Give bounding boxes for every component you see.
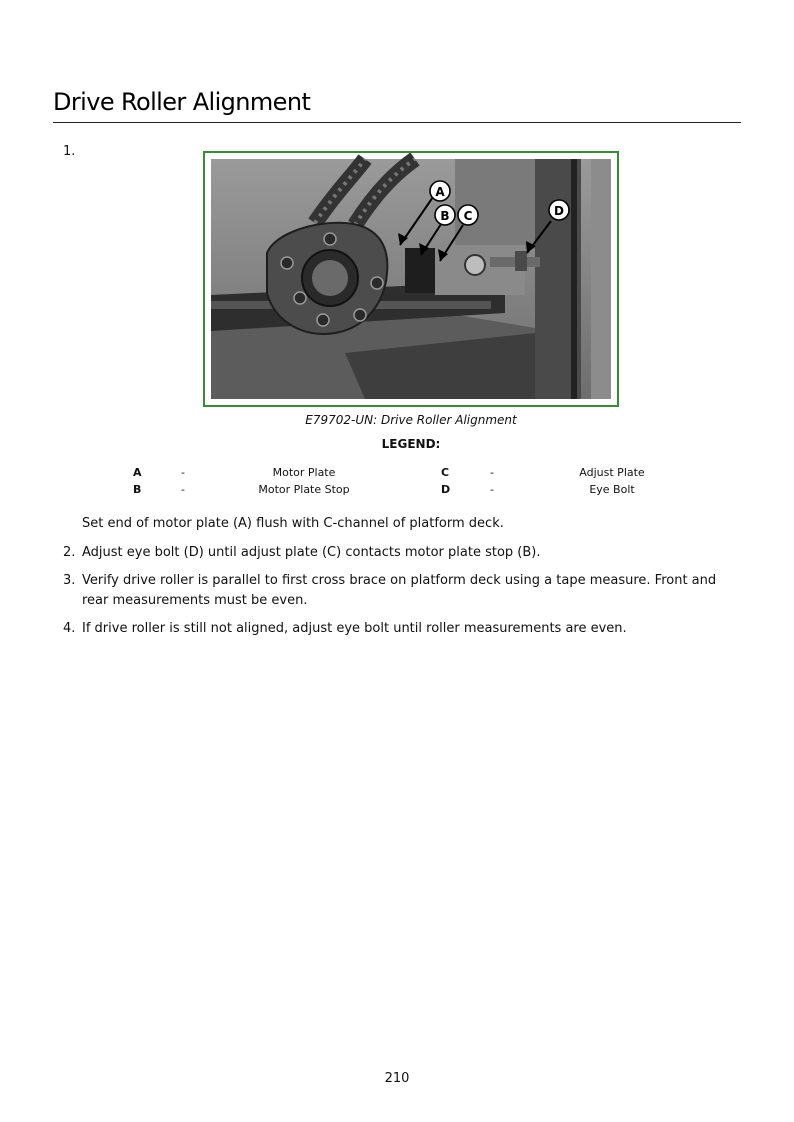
legend-label-c: Adjust Plate [579,466,645,479]
callout-b-label: B [440,209,450,223]
callout-c-label: C [463,209,473,223]
callout-a-label: A [435,185,445,199]
legend-letter-b: B [133,483,142,496]
legend-letter-a: A [133,466,142,479]
title-divider [53,122,741,123]
figure-photo [203,151,619,407]
legend-heading: LEGEND: [381,437,441,451]
step-3-text: Verify drive roller is parallel to first cross brace on platform deck using a tape measure. Front and rear measurements must be even. [82,573,717,608]
step-2-text: Adjust eye bolt (D) until adjust plate (C) contacts motor plate stop (B). [82,545,541,560]
page-title: Drive Roller Alignment [53,88,311,116]
step-4-text: If drive roller is still not aligned, adjust eye bolt until roller measurements are even. [82,621,627,636]
step-1-text: Set end of motor plate (A) flush with C-channel of platform deck. [82,516,504,531]
legend-letter-c: C [441,466,450,479]
legend-dash-d: - [490,483,494,496]
legend-label-b: Motor Plate Stop [258,483,350,496]
legend-letter-d: D [441,483,451,496]
legend-dash-a: - [181,466,185,479]
step-number-3: 3. [63,573,76,588]
figure-caption: E79702-UN: Drive Roller Alignment [305,413,517,427]
legend-label-d: Eye Bolt [589,483,635,496]
step-number-4: 4. [63,621,76,636]
legend-dash-b: - [181,483,185,496]
legend-dash-c: - [490,466,494,479]
step-number-2: 2. [63,545,76,560]
legend-label-a: Motor Plate [272,466,336,479]
page-number: 210 [384,1071,410,1086]
step-number-1: 1. [63,144,76,159]
drive-roller-illustration [205,153,617,405]
callout-d-label: D [554,204,564,218]
